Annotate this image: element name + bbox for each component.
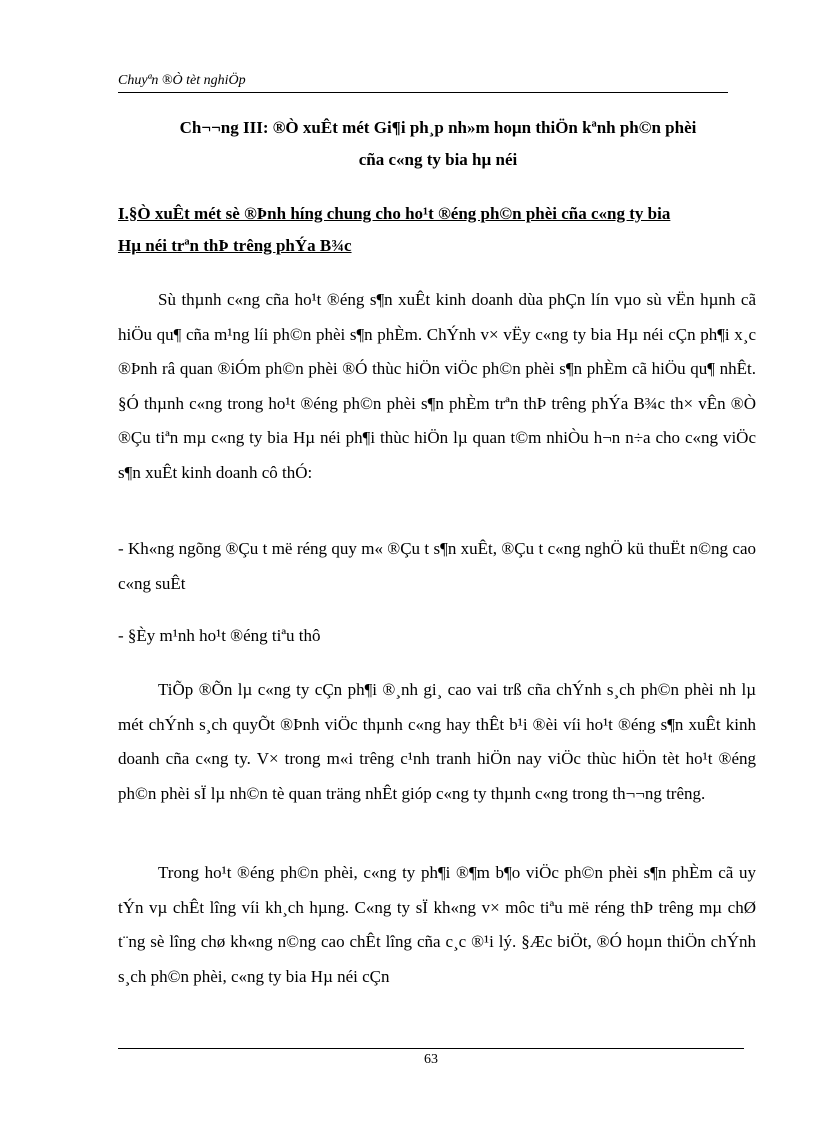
section-heading <box>118 198 758 262</box>
bullet-promote: - §Èy m¹nh ho¹t ®éng tiªu thô <box>118 626 321 645</box>
chapter-title-line-2: cña c«ng ty bia hµ néi <box>358 150 518 169</box>
paragraph-role: TiÕp ®Õn lµ c«ng ty cÇn ph¶i ®¸nh gi¸ cao vai trß cña chÝnh s¸ch ph©n phèi nh lµ mét chÝnh s¸ch quyÕt ®Þnh viÖc thµnh c«ng hay thÊt b¹i ®èi víi ho¹t ®éng s¶n xuÊt kinh doanh cña c«ng ty. V× trong m«i trêng c¹nh tranh hiÖn nay viÖc thùc hiÖn tèt ho¹t ®éng ph©n phèi sÏ lµ nh©n tè quan träng nhÊt gióp c«ng ty thµnh c«ng trong th¬¬ng trêng. <box>118 680 756 803</box>
running-header: Chuyªn ®Ò tèt nghiÖp <box>118 72 728 93</box>
footer-divider <box>118 1048 744 1049</box>
section-heading-line-2: Hµ néi trªn thÞ trêng phÝa B¾c <box>118 236 352 255</box>
chapter-title <box>118 112 758 176</box>
paragraph-intro: Sù thµnh c«ng cña ho¹t ®éng s¶n xuÊt kinh doanh dùa phÇn lín vµo sù vËn hµnh cã hiÖu qu¶ cña m¹ng líi ph©n phèi s¶n phÈm. ChÝnh v× vËy c«ng ty bia Hµ néi cÇn ph¶i x¸c ®Þnh râ quan ®iÓm ph©n phèi ®Ó thùc hiÖn viÖc ph©n phèi s¶n phÈm cã hiÖu qu¶ nhÊt. §Ó thµnh c«ng trong ho¹t ®éng ph©n phèi s¶n phÈm trªn thÞ trêng phÝa B¾c th× vÊn ®Ò ®Çu tiªn mµ c«ng ty bia Hµ néi ph¶i thùc hiÖn lµ quan t©m nhiÒu h¬n n÷a cho c«ng viÖc s¶n xuÊt kinh doanh cô thÓ: <box>118 290 756 482</box>
page-number: 63 <box>424 1052 438 1067</box>
bullet-invest: - Kh«ng ngõng ®Çu t më réng quy m« ®Çu t s¶n xuÊt, ®Çu t c«ng nghÖ kü thuËt n©ng cao c«ng suÊt <box>118 539 756 593</box>
section-heading-line-1: I.§Ò xuÊt mét sè ®Þnh híng chung cho ho¹t ®éng ph©n phèi cña c«ng ty bia <box>118 204 671 223</box>
paragraph-quality: Trong ho¹t ®éng ph©n phèi, c«ng ty ph¶i ®¶m b¶o viÖc ph©n phèi s¶n phÈm cã uy tÝn vµ chÊt lîng víi kh¸ch hµng. C«ng ty sÏ kh«ng v× môc tiªu më réng thÞ trêng mµ chØ t¨ng sè lîng chø kh«ng n©ng cao chÊt lîng cña c¸c ®¹i lý. §Æc biÖt, ®Ó hoµn thiÖn chÝnh s¸ch ph©n phèi, c«ng ty bia Hµ néi cÇn <box>118 863 756 986</box>
chapter-title-line-1: Ch¬¬ng III: ®Ò xuÊt mét Gi¶i ph¸p nh»m hoµn thiÖn kªnh ph©n phèi <box>179 118 697 137</box>
